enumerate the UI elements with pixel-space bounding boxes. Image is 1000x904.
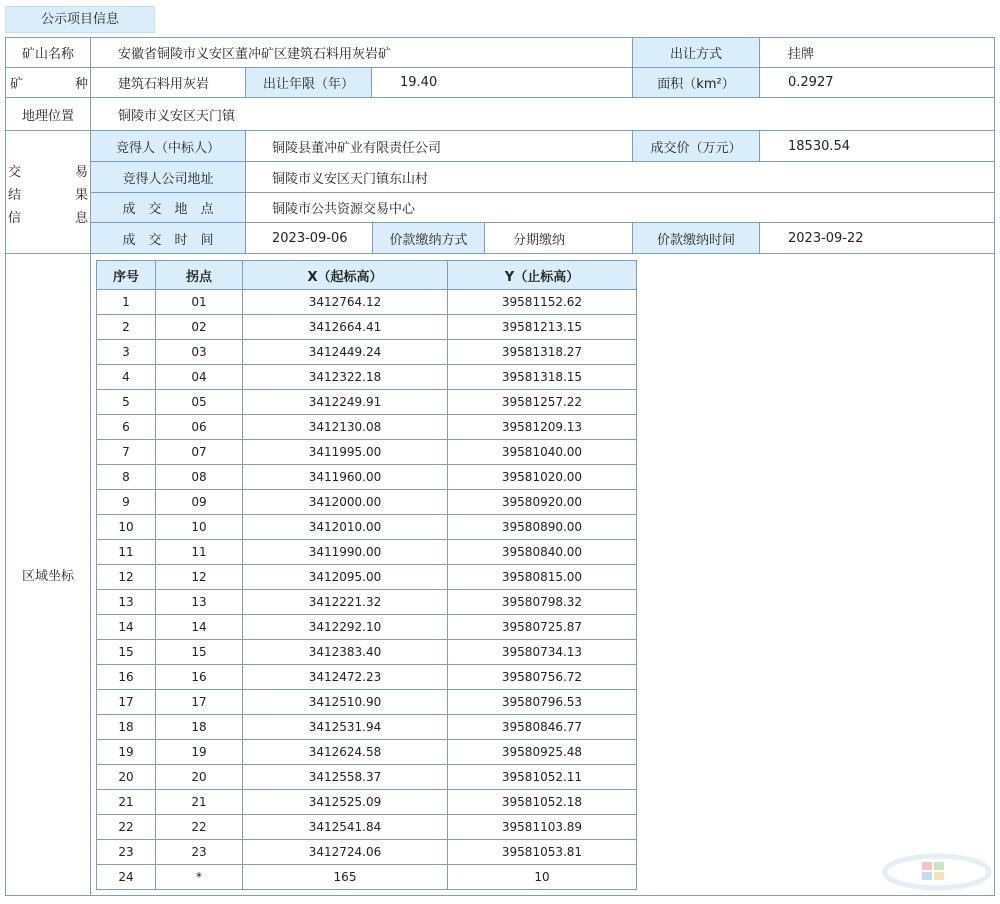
table-row <box>97 290 637 315</box>
cell-x: 3412525.09 <box>243 790 448 815</box>
cell-index: 5 <box>97 390 156 415</box>
table-row <box>97 715 637 740</box>
cell-x: 3411990.00 <box>243 540 448 565</box>
table-row <box>97 840 637 865</box>
cell-index: 23 <box>97 840 156 865</box>
cell-y: 39581020.00 <box>448 465 637 490</box>
value-transfer-method: 挂牌 <box>759 37 995 68</box>
cell-point: 20 <box>156 765 243 790</box>
table-row <box>97 765 637 790</box>
cell-point: 07 <box>156 440 243 465</box>
value-price: 18530.54 <box>759 130 995 162</box>
cell-y: 39581052.11 <box>448 765 637 790</box>
cell-point: 17 <box>156 690 243 715</box>
table-row <box>97 740 637 765</box>
cell-y: 39580734.13 <box>448 640 637 665</box>
cell-x: 3412010.00 <box>243 515 448 540</box>
cell-y: 39580815.00 <box>448 565 637 590</box>
cell-point: 14 <box>156 615 243 640</box>
cell-point: 21 <box>156 790 243 815</box>
value-mine-name: 安徽省铜陵市义安区董冲矿区建筑石料用灰岩矿 <box>90 37 633 68</box>
cell-index: 17 <box>97 690 156 715</box>
table-row <box>97 565 637 590</box>
cell-x: 3412221.32 <box>243 590 448 615</box>
label-price: 成交价（万元） <box>632 130 760 162</box>
value-winner: 铜陵县董冲矿业有限责任公司 <box>245 130 633 162</box>
cell-x: 3412531.94 <box>243 715 448 740</box>
table-row <box>97 365 637 390</box>
cell-index: 14 <box>97 615 156 640</box>
cell-point: 18 <box>156 715 243 740</box>
cell-x: 3412724.06 <box>243 840 448 865</box>
table-row <box>97 615 637 640</box>
cell-x: 3412764.12 <box>243 290 448 315</box>
label-winner: 竞得人（中标人） <box>90 130 246 162</box>
cell-index: 4 <box>97 365 156 390</box>
value-area: 0.2927 <box>759 67 995 98</box>
cell-x: 3411995.00 <box>243 440 448 465</box>
cell-index: 2 <box>97 315 156 340</box>
value-location: 铜陵市义安区天门镇 <box>90 97 995 131</box>
coordinates-body <box>97 290 637 890</box>
result-char: 易 <box>74 165 88 180</box>
table-row <box>97 315 637 340</box>
cell-index: 8 <box>97 465 156 490</box>
cell-index: 3 <box>97 340 156 365</box>
cell-y: 39580920.00 <box>448 490 637 515</box>
label-deal-time: 成 交 时 间 <box>90 222 246 254</box>
cell-point: 06 <box>156 415 243 440</box>
cell-point: 05 <box>156 390 243 415</box>
cell-index: 22 <box>97 815 156 840</box>
cell-x: 165 <box>243 865 448 890</box>
cell-y: 39580925.48 <box>448 740 637 765</box>
table-row <box>97 415 637 440</box>
value-deal-place: 铜陵市公共资源交易中心 <box>245 192 995 223</box>
coordinates-table <box>96 260 637 890</box>
cell-x: 3412249.91 <box>243 390 448 415</box>
table-row <box>97 465 637 490</box>
cell-point: 22 <box>156 815 243 840</box>
cell-index: 10 <box>97 515 156 540</box>
col-header-y: Y（止标高） <box>448 261 637 290</box>
section-title: 公示项目信息 <box>5 6 155 33</box>
label-payment-time: 价款缴纳时间 <box>632 222 760 254</box>
cell-x: 3412095.00 <box>243 565 448 590</box>
cell-y: 39580798.32 <box>448 590 637 615</box>
value-payment-method: 分期缴纳 <box>484 222 633 254</box>
cell-index: 13 <box>97 590 156 615</box>
cell-x: 3412449.24 <box>243 340 448 365</box>
cell-point: 04 <box>156 365 243 390</box>
result-char: 结 <box>8 188 22 203</box>
cell-y: 39581209.13 <box>448 415 637 440</box>
cell-y: 39581053.81 <box>448 840 637 865</box>
label-mine-name: 矿山名称 <box>5 37 91 68</box>
cell-index: 15 <box>97 640 156 665</box>
table-row <box>97 440 637 465</box>
value-deal-time: 2023-09-06 <box>245 222 373 254</box>
cell-y: 39580725.87 <box>448 615 637 640</box>
table-row <box>97 865 637 890</box>
cell-x: 3412664.41 <box>243 315 448 340</box>
cell-point: 10 <box>156 515 243 540</box>
cell-point: 01 <box>156 290 243 315</box>
label-region: 区域坐标 <box>5 253 91 896</box>
cell-x: 3412558.37 <box>243 765 448 790</box>
cell-y: 10 <box>448 865 637 890</box>
label-payment-method: 价款缴纳方式 <box>372 222 485 254</box>
cell-x: 3412472.23 <box>243 665 448 690</box>
cell-index: 7 <box>97 440 156 465</box>
value-winner-address: 铜陵市义安区天门镇东山村 <box>245 161 995 193</box>
cell-y: 39580890.00 <box>448 515 637 540</box>
cell-y: 39580846.77 <box>448 715 637 740</box>
cell-y: 39580796.53 <box>448 690 637 715</box>
cell-point: 23 <box>156 840 243 865</box>
table-row <box>97 690 637 715</box>
cell-point: 03 <box>156 340 243 365</box>
coordinates-header-row <box>97 261 637 290</box>
col-header-index: 序号 <box>97 261 156 290</box>
result-char: 息 <box>74 211 88 226</box>
cell-point: 11 <box>156 540 243 565</box>
label-deal-place: 成 交 地 点 <box>90 192 246 223</box>
cell-index: 20 <box>97 765 156 790</box>
cell-index: 9 <box>97 490 156 515</box>
label-transfer-method: 出让方式 <box>632 37 760 68</box>
table-row <box>97 390 637 415</box>
cell-x: 3412000.00 <box>243 490 448 515</box>
cell-x: 3412541.84 <box>243 815 448 840</box>
label-area: 面积（km²） <box>632 67 760 98</box>
table-row <box>97 815 637 840</box>
label-mineral <box>5 67 91 98</box>
table-row <box>97 790 637 815</box>
cell-index: 19 <box>97 740 156 765</box>
label-transaction-result <box>5 130 91 254</box>
label-location: 地理位置 <box>5 97 91 131</box>
table-row <box>97 340 637 365</box>
table-row <box>97 515 637 540</box>
table-row <box>97 590 637 615</box>
cell-x: 3412130.08 <box>243 415 448 440</box>
cell-index: 12 <box>97 565 156 590</box>
cell-index: 16 <box>97 665 156 690</box>
cell-x: 3412510.90 <box>243 690 448 715</box>
cell-y: 39581103.89 <box>448 815 637 840</box>
result-char: 信 <box>8 211 22 226</box>
table-row <box>97 490 637 515</box>
cell-point: 12 <box>156 565 243 590</box>
cell-point: 09 <box>156 490 243 515</box>
table-row <box>97 540 637 565</box>
cell-y: 39581318.27 <box>448 340 637 365</box>
cell-y: 39581052.18 <box>448 790 637 815</box>
col-header-point: 拐点 <box>156 261 243 290</box>
table-row <box>97 640 637 665</box>
cell-index: 18 <box>97 715 156 740</box>
cell-point: 13 <box>156 590 243 615</box>
value-term: 19.40 <box>371 67 633 98</box>
label-winner-address: 竞得人公司地址 <box>90 161 246 193</box>
value-payment-time: 2023-09-22 <box>759 222 995 254</box>
cell-x: 3412292.10 <box>243 615 448 640</box>
cell-point: 19 <box>156 740 243 765</box>
result-char: 果 <box>74 188 88 203</box>
cell-index: 24 <box>97 865 156 890</box>
cell-y: 39580840.00 <box>448 540 637 565</box>
value-mineral: 建筑石料用灰岩 <box>90 67 246 98</box>
result-char: 交 <box>8 165 22 180</box>
label-mineral-left: 矿 <box>10 77 24 92</box>
cell-x: 3412624.58 <box>243 740 448 765</box>
cell-point: 16 <box>156 665 243 690</box>
cell-point: 15 <box>156 640 243 665</box>
cell-index: 6 <box>97 415 156 440</box>
table-row <box>97 665 637 690</box>
label-term: 出让年限（年） <box>245 67 372 98</box>
cell-x: 3412322.18 <box>243 365 448 390</box>
cell-x: 3411960.00 <box>243 465 448 490</box>
cell-y: 39581257.22 <box>448 390 637 415</box>
cell-y: 39581318.15 <box>448 365 637 390</box>
cell-point: 08 <box>156 465 243 490</box>
windows-logo-icon <box>882 852 992 898</box>
cell-point: * <box>156 865 243 890</box>
col-header-x: X（起标高） <box>243 261 448 290</box>
cell-index: 1 <box>97 290 156 315</box>
cell-point: 02 <box>156 315 243 340</box>
cell-y: 39581152.62 <box>448 290 637 315</box>
cell-index: 21 <box>97 790 156 815</box>
cell-index: 11 <box>97 540 156 565</box>
cell-y: 39580756.72 <box>448 665 637 690</box>
cell-x: 3412383.40 <box>243 640 448 665</box>
label-mineral-right: 种 <box>74 77 88 92</box>
cell-y: 39581040.00 <box>448 440 637 465</box>
cell-y: 39581213.15 <box>448 315 637 340</box>
